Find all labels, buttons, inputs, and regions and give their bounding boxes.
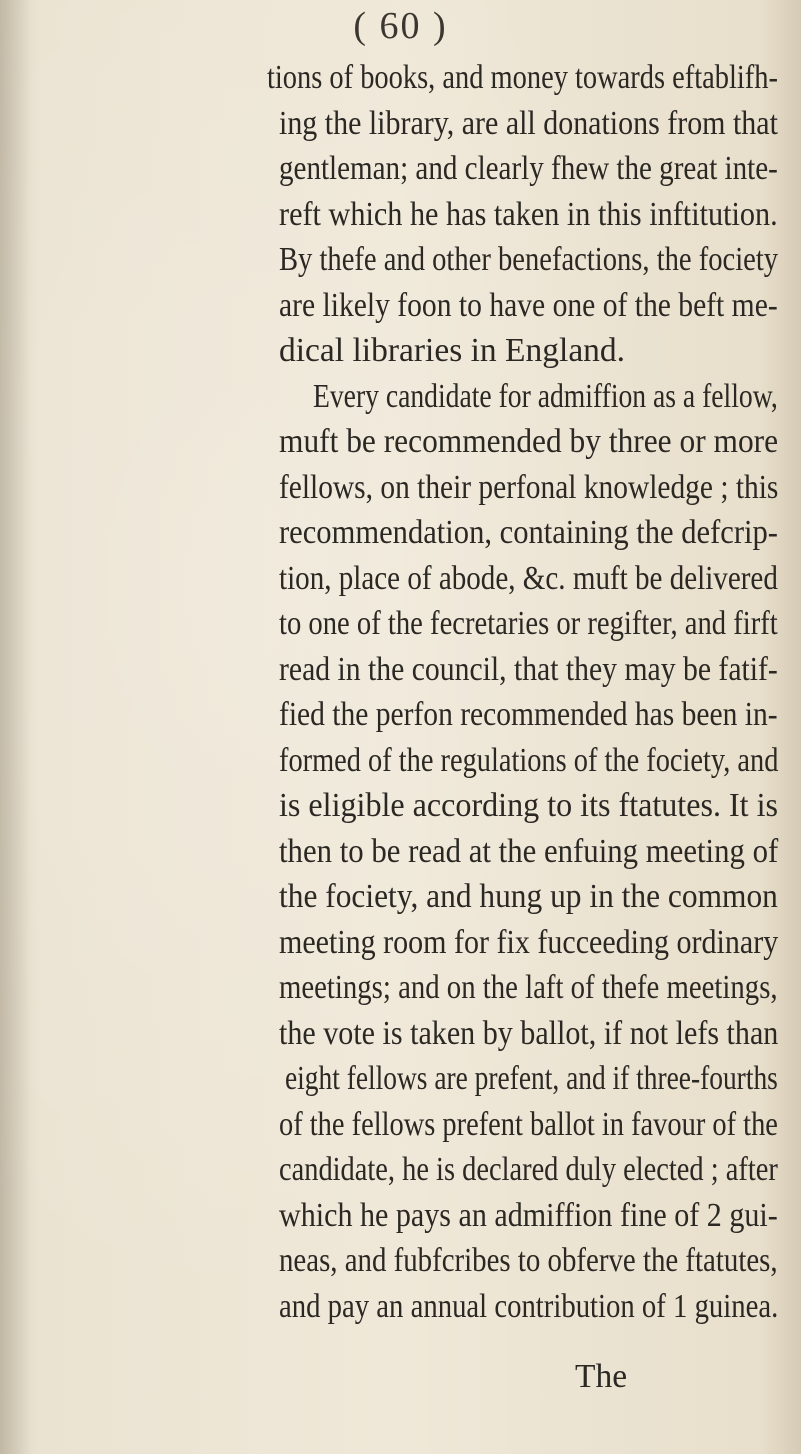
- text-line: fellows, on their perfonal knowledge ; this: [279, 469, 779, 506]
- text-line: to one of the fecretaries or regifter, and firft: [279, 605, 778, 642]
- text-line: then to be read at the enfuing meeting of: [279, 833, 779, 870]
- text-line: gentleman; and clearly fhew the great inte-: [279, 150, 778, 187]
- page-number: ( 60 ): [353, 5, 448, 47]
- text-line: the fociety, and hung up in the common: [279, 878, 778, 915]
- text-line: recommendation, containing the defcrip-: [279, 514, 778, 551]
- text-line: reft which he has taken in this inftitution.: [279, 196, 778, 233]
- text-line: read in the council, that they may be fatif-: [279, 651, 778, 688]
- text-line: are likely foon to have one of the beft me-: [279, 287, 778, 324]
- text-line: tion, place of abode, &c. muft be delivered: [279, 560, 778, 597]
- text-line: Every candidate for admiffion as a fellow,: [313, 378, 778, 415]
- text-line: the vote is taken by ballot, if not lefs than: [279, 1015, 779, 1052]
- text-line: and pay an annual contribution of 1 guinea.: [279, 1288, 779, 1325]
- text-line: is eligible according to its ftatutes. It is: [279, 787, 779, 824]
- text-line: which he pays an admiffion fine of 2 gui-: [279, 1197, 778, 1234]
- text-line: meetings; and on the laft of thefe meetings,: [279, 969, 778, 1006]
- gutter-shadow: [0, 0, 30, 1454]
- text-line: tions of books, and money towards eftablifh-: [267, 59, 778, 96]
- text-line: eight fellows are prefent, and if three-fourths: [285, 1060, 778, 1097]
- text-line: of the fellows prefent ballot in favour of the: [279, 1106, 778, 1143]
- text-line: dical libraries in England.: [279, 332, 626, 369]
- text-line: candidate, he is declared duly elected ; after: [279, 1151, 778, 1188]
- text-line: fied the perfon recommended has been in-: [279, 696, 778, 733]
- text-line: ing the library, are all donations from that: [279, 105, 778, 142]
- text-line: formed of the regulations of the fociety, and: [279, 742, 779, 779]
- text-line: neas, and fubfcribes to obferve the ftatutes,: [279, 1242, 778, 1279]
- text-line: meeting room for fix fucceeding ordinary: [279, 924, 779, 961]
- text-line: muft be recommended by three or more: [279, 423, 779, 460]
- catchword: The: [575, 1358, 628, 1395]
- text-line: By thefe and other benefactions, the fociety: [279, 241, 779, 278]
